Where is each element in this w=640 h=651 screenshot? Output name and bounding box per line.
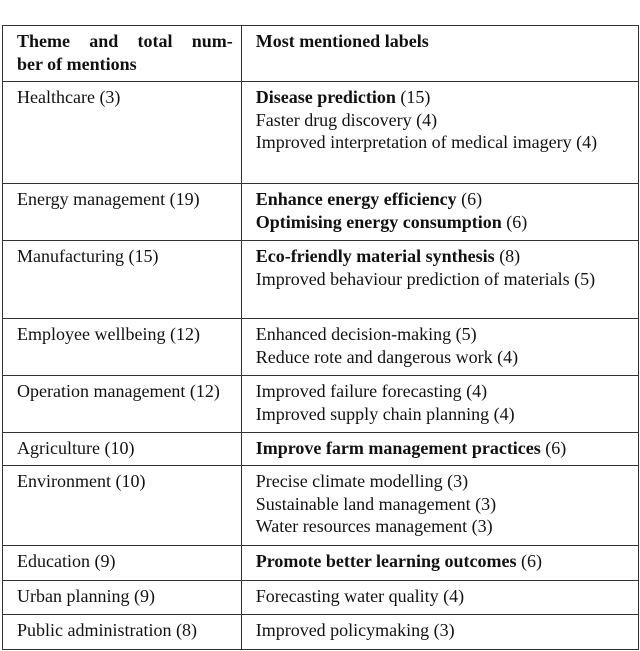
label-text: Improve farm management practices — [255, 438, 541, 458]
label-text: Optimising energy consumption — [255, 211, 502, 232]
label-item — [256, 323, 630, 346]
theme-cell — [3, 241, 242, 319]
labels-cell — [241, 184, 638, 241]
label-count: (6) — [520, 551, 542, 571]
label-item — [256, 86, 630, 109]
label-item — [256, 109, 630, 132]
label-item — [256, 131, 630, 154]
label-text: Faster drug discovery — [255, 109, 412, 130]
table-row — [3, 615, 639, 650]
theme-name: Employee wellbeing (12) — [17, 324, 200, 344]
theme-cell — [3, 615, 242, 650]
label-text: Improved policymaking — [255, 620, 430, 640]
caption-partial — [0, 0, 640, 6]
label-item — [256, 550, 630, 573]
label-count: (5) — [455, 324, 477, 344]
label-item — [256, 585, 630, 608]
label-item — [256, 245, 630, 268]
labels-cell — [241, 376, 638, 433]
themes-table — [2, 25, 639, 650]
label-count: (4) — [576, 132, 598, 152]
theme-cell — [3, 466, 242, 546]
label-item — [256, 493, 630, 516]
label-text: Improved interpretation of medical imagery — [255, 132, 572, 152]
theme-cell — [3, 581, 242, 615]
label-item — [256, 437, 630, 460]
label-text: Disease prediction — [255, 87, 396, 107]
label-count: (6) — [506, 211, 528, 232]
label-count: (6) — [461, 189, 483, 209]
label-count: (4) — [497, 346, 519, 367]
table-row — [3, 581, 639, 615]
theme-name: Education (9) — [17, 551, 116, 571]
label-item — [256, 380, 630, 403]
label-item — [256, 188, 630, 211]
label-item — [256, 515, 630, 538]
label-count: (4) — [416, 109, 438, 130]
header-theme-line1: Theme and total num- — [17, 31, 233, 51]
label-count: (15) — [400, 87, 431, 107]
theme-cell — [3, 184, 242, 241]
label-text: Improved supply chain planning — [255, 403, 490, 424]
label-count: (6) — [545, 438, 567, 458]
table-row — [3, 466, 639, 546]
table-row — [3, 184, 639, 241]
label-item — [256, 619, 630, 642]
theme-cell — [3, 433, 242, 466]
label-item — [256, 346, 630, 369]
label-text: Forecasting water quality — [255, 586, 439, 606]
label-text: Enhanced decision-making — [255, 324, 452, 344]
label-text: Sustainable land management — [255, 493, 471, 514]
label-count: (3) — [471, 516, 493, 536]
labels-cell — [241, 319, 638, 376]
table-row — [3, 433, 639, 466]
label-text: Promote better learning outcomes — [255, 551, 517, 571]
label-text: Eco-friendly material synthesis — [255, 246, 495, 266]
table-row — [3, 82, 639, 184]
theme-name: Manufacturing (15) — [17, 246, 159, 266]
theme-name: Environment (10) — [17, 471, 146, 491]
table-row — [3, 319, 639, 376]
label-count: (8) — [499, 246, 521, 266]
table-row — [3, 376, 639, 433]
table-body — [3, 82, 639, 650]
labels-cell — [241, 433, 638, 466]
label-item — [256, 211, 630, 234]
theme-name: Public administration (8) — [17, 620, 197, 640]
table-row — [3, 241, 639, 319]
header-theme — [3, 26, 242, 82]
label-text: Improved behaviour prediction of materials — [255, 268, 570, 289]
label-count: (3) — [475, 493, 497, 514]
label-text: Reduce rote and dangerous work — [255, 346, 493, 367]
theme-cell — [3, 82, 242, 184]
labels-cell — [241, 241, 638, 319]
labels-cell — [241, 546, 638, 581]
theme-name: Operation management (12) — [17, 381, 220, 401]
label-count: (3) — [447, 471, 469, 491]
labels-cell — [241, 82, 638, 184]
theme-cell — [3, 319, 242, 376]
label-item — [256, 470, 630, 493]
label-item — [256, 268, 630, 291]
label-count: (3) — [433, 620, 455, 640]
label-count: (4) — [443, 586, 465, 606]
table-row — [3, 546, 639, 581]
header-labels: Most mentioned labels — [241, 26, 638, 82]
theme-cell — [3, 546, 242, 581]
header-row — [3, 26, 639, 82]
header-theme-line2: ber of mentions — [17, 53, 137, 74]
label-item — [256, 403, 630, 426]
label-count: (4) — [466, 381, 488, 401]
label-count: (5) — [574, 268, 596, 289]
theme-name: Healthcare (3) — [17, 87, 121, 107]
label-text: Enhance energy efficiency — [255, 189, 457, 209]
theme-name: Agriculture (10) — [17, 438, 135, 458]
label-count: (4) — [493, 403, 515, 424]
theme-cell — [3, 376, 242, 433]
labels-cell — [241, 466, 638, 546]
labels-cell — [241, 615, 638, 650]
label-text: Water resources management — [255, 516, 468, 536]
theme-name: Energy management (19) — [17, 189, 200, 209]
theme-name: Urban planning (9) — [17, 586, 155, 606]
label-text: Improved failure forecasting — [255, 381, 462, 401]
labels-cell — [241, 581, 638, 615]
label-text: Precise climate modelling — [255, 471, 443, 491]
